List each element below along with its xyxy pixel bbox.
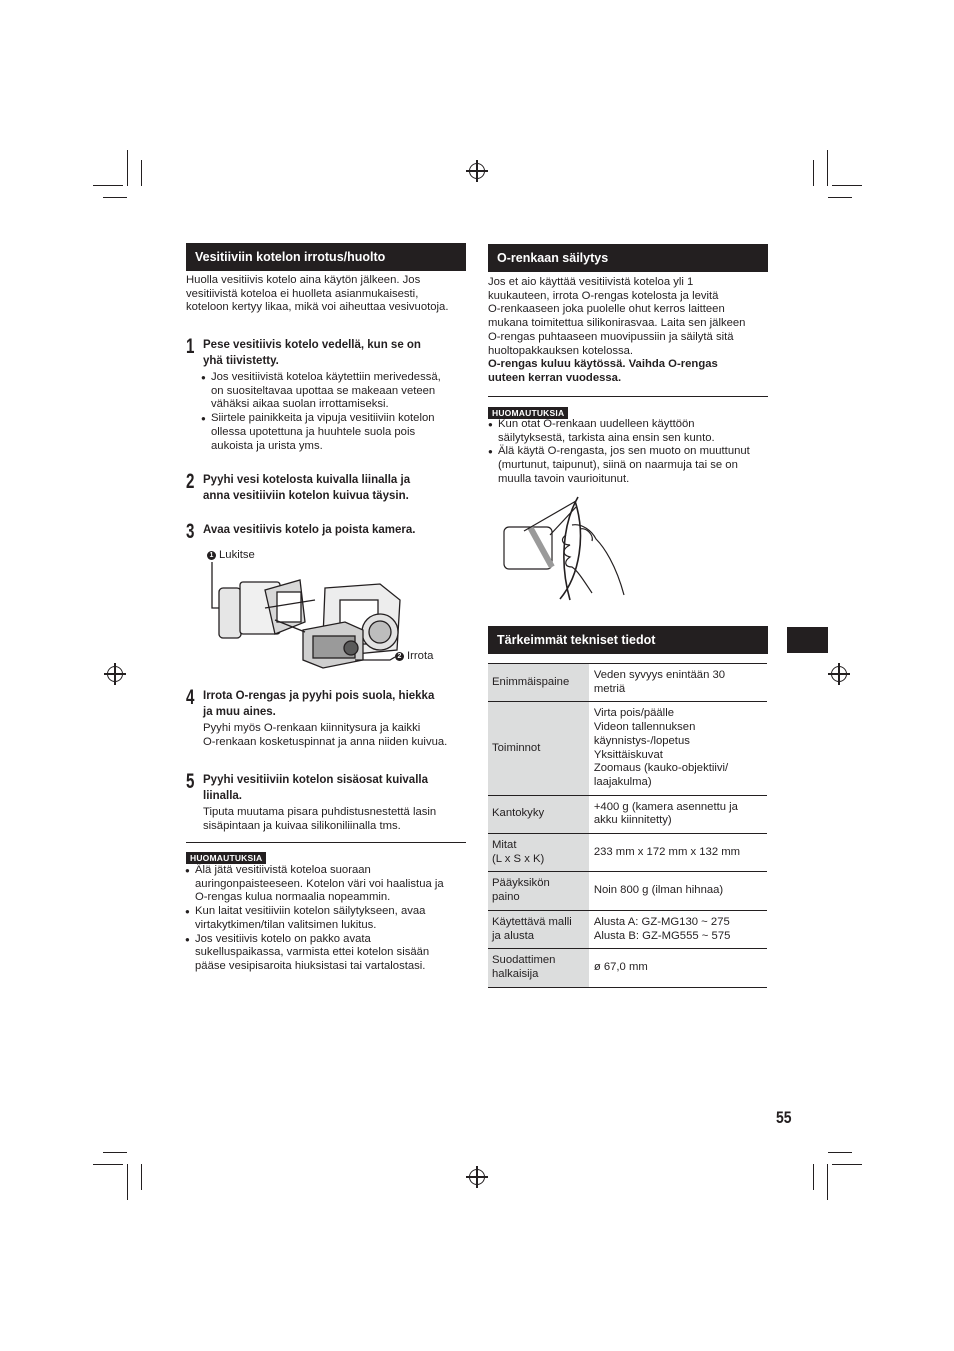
figure-label-lock: 1 Lukitse [207,549,255,561]
section-header-o-ring-storage: O-renkaan säilytys [488,244,768,272]
table-row: Suodattimen halkaisija ø 67,0 mm [488,949,767,987]
section-header-specifications: Tärkeimmät tekniset tiedot [488,626,768,654]
step-body: Tiputa muutama pisara puhdistusnestettä lasin sisäpintaan ja kuivaa silikoniliinalla tms. [203,806,437,832]
crop-mark [828,1152,852,1153]
o-ring-hand-illustration [500,495,630,605]
bullet-item: ● Jos vesitiivistä koteloa käytettiin merivedessä, on suositeltavaa upottaa se makeaan veteen vähäksi aikaa suolan irrottamiseksi. [201,371,471,412]
step-title: Pyyhi vesi kotelosta kuivalla liinalla ja anna vesitiiviin kotelon kuivua täysin. [203,474,411,502]
registration-mark-icon [107,666,123,682]
step-title: Pyyhi vesitiiviin kotelon sisäosat kuivalla liinalla. [203,774,428,802]
page-number: 55 [776,1108,792,1127]
note-item: ● Kun otat O-renkaan uudelleen käyttöön säilytyksestä, tarkista aina ensin sen kunto. [488,418,773,445]
crop-mark [93,185,123,186]
crop-mark [828,197,852,198]
step-title: Avaa vesitiivis kotelo ja poista kamera. [203,524,416,536]
step-number: 4 [186,686,195,709]
note-item: ● Kun laitat vesitiiviin kotelon säilytykseen, avaa virtakytkimen/tilan valitsimen lukitus. [185,905,470,932]
step-number: 3 [186,520,195,543]
bullet-item: ● Siirtele painikkeita ja vipuja vesitiiviin kotelon ollessa upotettuna ja huuhtele suola pois aukoista ja urista yms. [201,412,471,453]
note-item: ● Älä jätä vesitiivistä koteloa suoraan auringonpaisteeseen. Kotelon väri voi haalistua ja O-rengas kulua normaalia nopeammin. [185,864,470,905]
chapter-tab [787,627,828,653]
note-item: ● Jos vesitiivis kotelo on pakko avata sukelluspaikassa, varmista ettei kotelon sisään pääse vesipisaroita hiuksistasi tai vartalostasi. [185,933,470,974]
crop-mark [127,1164,128,1200]
registration-mark-icon [469,163,485,179]
crop-mark [127,150,128,186]
crop-mark [103,197,127,198]
crop-mark [827,150,828,186]
table-row: Kantokyky +400 g (kamera asennettu ja akku kiinnitetty) [488,795,767,833]
crop-mark [141,160,142,186]
notes-tag: HUOMAUTUKSIA [488,407,568,419]
notes-tag: HUOMAUTUKSIA [186,852,266,864]
table-row: Pääyksikön paino Noin 800 g (ilman hihnaa) [488,872,767,910]
step-number: 2 [186,470,195,493]
section-header-maintenance: Vesitiiviin kotelon irrotus/huolto [186,243,466,271]
figure-label-release: 2 Irrota [395,650,433,662]
table-row: Käytettävä malli ja alusta Alusta A: GZ-MG130 ~ 275 Alusta B: GZ-MG555 ~ 575 [488,910,767,948]
table-row: Mitat (L x S x K) 233 mm x 172 mm x 132 mm [488,834,767,872]
crop-mark [832,1164,862,1165]
step-title: Pese vesitiivis kotelo vedellä, kun se on yhä tiivistetty. [203,339,421,367]
notes-list [488,418,773,487]
crop-mark [813,160,814,186]
o-ring-text: Jos et aio käyttää vesitiivistä koteloa yli 1 kuukauteen, irrota O-rengas kotelosta ja levitä O-renkaaseen joka puolelle ohut kerros laitteen mukana toimitettua silikonirasvaa. Laita sen jälkeen O-rengas puhtaaseen muovipussiin ja säilytä sitä huoltopakkauksen kotelossa. O-rengas kuluu käytössä. Vaihda O-rengas uuteen kerran vuodessa. [488,276,746,384]
table-row: Toiminnot Virta pois/päälle Videon tallennuksen käynnistys-/lopetus Yksittäiskuvat Zoomaus (kauko-objektiivi/ laajakulma) [488,702,767,795]
table-row: Enimmäispaine Veden syvyys enintään 30 metriä [488,664,767,702]
step-number: 1 [186,335,195,358]
housing-illustration [205,560,420,680]
intro-text: Huolla vesitiivis kotelo aina käytön jälkeen. Jos vesitiivistä koteloa ei huolleta asianmukaisesti, koteloon kertyy likaa, mikä voi aiheuttaa vesivuotoja. [186,274,449,314]
divider [186,842,466,843]
specifications-table [488,663,767,988]
step-number: 5 [186,770,195,793]
note-item: ● Älä käytä O-rengasta, jos sen muoto on muuttunut (murtunut, taipunut), siinä on naarmuja tai se on muulla tavoin vaurioitunut. [488,445,773,486]
notes-list [185,864,470,974]
step-title: Irrota O-rengas ja pyyhi pois suola, hiekka ja muu aines. [203,690,435,718]
registration-mark-icon [469,1169,485,1185]
crop-mark [832,185,862,186]
crop-mark [93,1164,123,1165]
crop-mark [141,1164,142,1190]
step-body: Pyyhi myös O-renkaan kiinnitysura ja kaikki O-renkaan kosketuspinnat ja anna niiden kuivua. [203,722,448,748]
crop-mark [827,1164,828,1200]
registration-mark-icon [831,666,847,682]
crop-mark [103,1152,127,1153]
crop-mark [813,1164,814,1190]
divider [488,396,768,397]
